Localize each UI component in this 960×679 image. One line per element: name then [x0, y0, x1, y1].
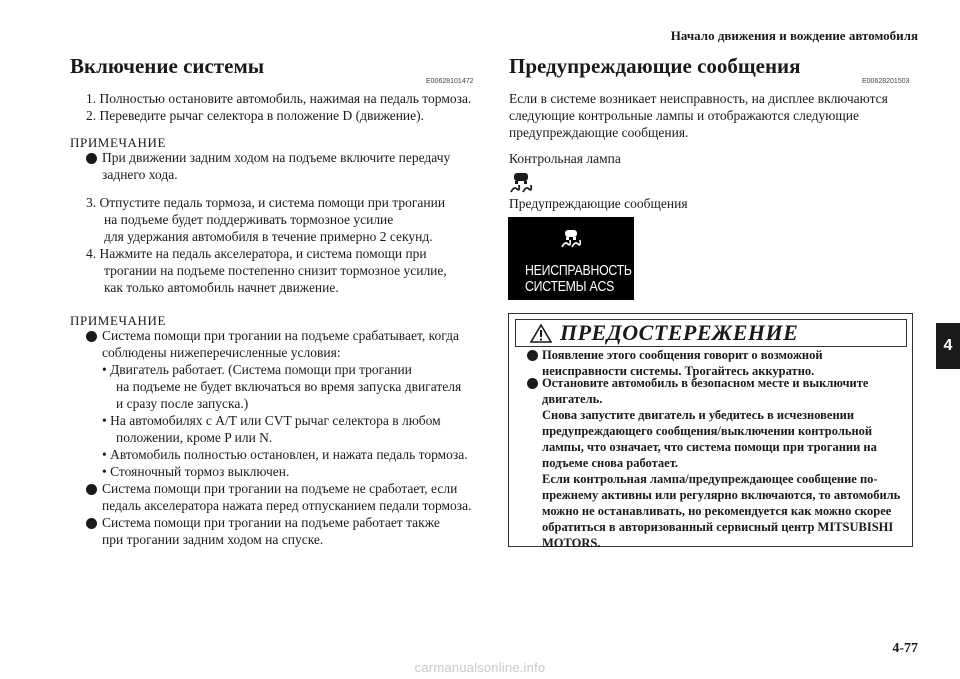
caution-text: двигатель.	[542, 392, 603, 406]
caution-text: можно не останавливать, но рекомендуется как можно скорее	[542, 504, 892, 518]
note2-sub: • Стояночный тормоз выключен.	[102, 464, 290, 479]
note2-text: Система помощи при трогании на подъеме не сработает, если	[102, 481, 458, 496]
note2-sub: на подъеме не будет включаться во время запуска двигателя	[116, 379, 462, 394]
display-line-1: НЕИСПРАВНОСТЬ	[525, 262, 632, 279]
bullet-dot	[527, 350, 538, 361]
intro-text: Если в системе возникает неисправность, на дисплее включаются	[509, 91, 888, 106]
note2-sub: и сразу после запуска.)	[116, 396, 249, 411]
warning-triangle-icon	[530, 324, 552, 343]
note2-sub: • Автомобиль полностью остановлен, и нажата педаль тормоза.	[102, 447, 468, 462]
step-4-cont: как только автомобиль начнет движение.	[104, 280, 339, 295]
step-3: 3. Отпустите педаль тормоза, и система помощи при трогании	[86, 195, 446, 210]
watermark: carmanualsonline.info	[414, 660, 546, 675]
chapter-tab: 4	[936, 323, 960, 369]
note2-sub: • На автомобилях с A/T или CVT рычаг селектора в любом	[102, 413, 441, 428]
step-4-cont: трогании на подъеме постепенно снизит тормозное усилие,	[104, 263, 447, 278]
caution-text: обратиться в авторизованный сервисный центр MITSUBISHI	[542, 520, 894, 534]
messages-label: Предупреждающие сообщения	[509, 196, 688, 211]
caution-text: Если контрольная лампа/предупреждающее сообщение по-	[542, 472, 878, 486]
step-3-cont: для удержания автомобиля в течение примерно 2 секунд.	[104, 229, 433, 244]
caution-title: ПРЕДОСТЕРЕЖЕНИЕ	[560, 320, 799, 345]
note-heading-2: ПРИМЕЧАНИЕ	[70, 313, 167, 328]
skid-warning-icon	[508, 172, 534, 194]
note2-text: Система помощи при трогании на подъеме работает также	[102, 515, 440, 530]
section-title-enable: Включение системы	[70, 54, 265, 78]
caution-text: неисправности системы. Трогайтесь аккуратно.	[542, 364, 815, 378]
caution-text: прежнему активны или регулярно включаются, то автомобиль	[542, 488, 901, 502]
note1-text: При движении задним ходом на подъеме включите передачу	[102, 150, 451, 165]
step-1: 1. Полностью остановите автомобиль, нажимая на педаль тормоза.	[86, 91, 472, 106]
section-title-warnings: Предупреждающие сообщения	[509, 54, 801, 78]
section-code: E00628101472	[426, 78, 474, 85]
section-code: E00628201503	[862, 78, 910, 85]
step-3-cont: на подъеме будет поддерживать тормозное усилие	[104, 212, 394, 227]
bullet-dot	[86, 153, 97, 164]
caution-text: Появление этого сообщения говорит о возможной	[542, 348, 823, 362]
caution-text: Остановите автомобиль в безопасном месте и выключите	[542, 376, 869, 390]
caution-text: лампы, что означает, что система помощи при трогании на	[542, 440, 877, 454]
chapter-title: Начало движения и вождение автомобиля	[670, 28, 918, 43]
caution-header	[515, 319, 907, 347]
bullet-dot	[86, 518, 97, 529]
bullet-dot	[86, 331, 97, 342]
note2-sub: положении, кроме P или N.	[116, 430, 273, 445]
note2-text: при трогании задним ходом на спуске.	[102, 532, 324, 547]
caution-text: предупреждающего сообщения/выключении контрольной	[542, 424, 873, 438]
caution-text: подъеме снова работает.	[542, 456, 679, 470]
display-warning-panel	[508, 217, 634, 300]
caution-text: Снова запустите двигатель и убедитесь в исчезновении	[542, 408, 855, 422]
skid-warning-icon	[560, 229, 582, 249]
intro-text: предупреждающие сообщения.	[509, 125, 689, 140]
step-2: 2. Переведите рычаг селектора в положение D (движение).	[86, 108, 425, 123]
note2-text: педаль акселератора нажата перед отпусканием педали тормоза.	[102, 498, 472, 513]
bullet-dot	[86, 484, 97, 495]
note2-text: соблюдены нижеперечисленные условия:	[102, 345, 341, 360]
page-number: 4-77	[892, 641, 918, 656]
step-4: 4. Нажмите на педаль акселератора, и система помощи при	[86, 246, 427, 261]
note1-text: заднего хода.	[102, 167, 178, 182]
note-heading-1: ПРИМЕЧАНИЕ	[70, 135, 167, 150]
display-line-2: СИСТЕМЫ ACS	[525, 278, 615, 295]
note2-sub: • Двигатель работает. (Система помощи при трогании	[102, 362, 412, 377]
bullet-dot	[527, 378, 538, 389]
caution-text: MOTORS.	[542, 536, 601, 550]
intro-text: следующие контрольные лампы и отображаются следующие	[509, 108, 859, 123]
note2-text: Система помощи при трогании на подъеме срабатывает, когда	[102, 328, 459, 343]
lamp-label: Контрольная лампа	[509, 151, 621, 166]
